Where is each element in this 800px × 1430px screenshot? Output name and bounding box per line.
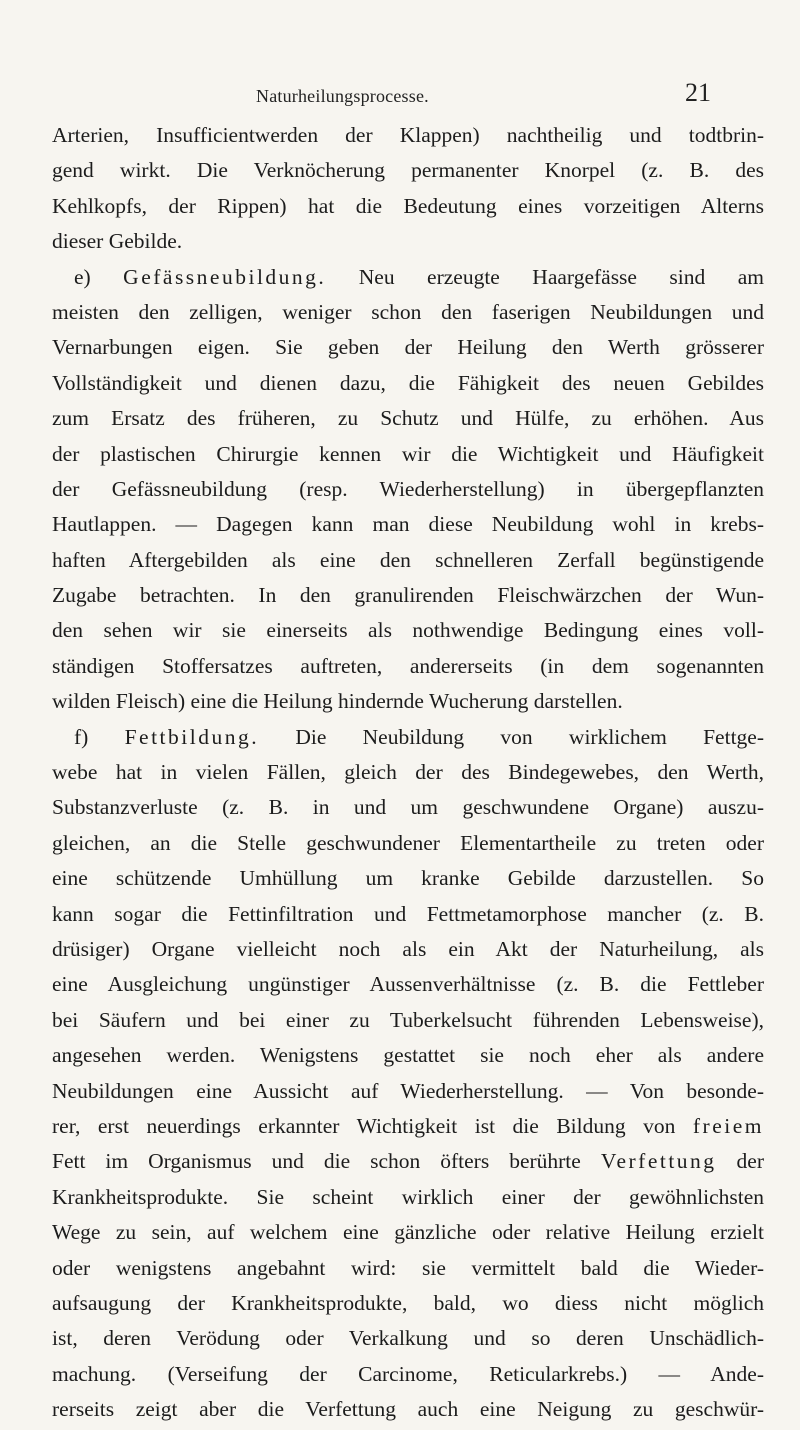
text-line bbox=[52, 897, 764, 932]
text-line bbox=[52, 1215, 764, 1250]
line-text: oder wenigstens angebahnt wird: sie vermittelt bald die Wieder- bbox=[52, 1255, 764, 1280]
line-text: drüsiger) Organe vielleicht noch als ein Akt der Naturheilung, als bbox=[52, 936, 764, 961]
line-text: Vernarbungen eigen. Sie geben der Heilung den Werth grösserer bbox=[52, 335, 764, 360]
text-line bbox=[52, 861, 764, 896]
line-text: Wege zu sein, auf welchem eine gänzliche oder relative Heilung erzielt bbox=[52, 1220, 764, 1245]
text-line bbox=[52, 967, 764, 1002]
text-line bbox=[52, 578, 764, 613]
text-line bbox=[52, 1392, 764, 1427]
text-line bbox=[52, 1251, 764, 1286]
text-line bbox=[52, 330, 764, 365]
section-marker: f) bbox=[74, 724, 125, 749]
text-line bbox=[52, 1003, 764, 1038]
line-text: Neubildungen eine Aussicht auf Wiederherstellung. — Von besonde- bbox=[52, 1078, 764, 1103]
text-line bbox=[52, 720, 764, 755]
text-line bbox=[52, 401, 764, 436]
text-line bbox=[52, 189, 764, 224]
text-line bbox=[52, 1144, 764, 1179]
line-text: eine Ausgleichung ungünstiger Aussenverhältnisse (z. B. die Fettleber bbox=[52, 972, 764, 997]
text-line bbox=[52, 366, 764, 401]
text-line bbox=[52, 543, 764, 578]
text-line bbox=[52, 260, 764, 295]
line-text: eine schützende Umhüllung um kranke Gebilde darzustellen. So bbox=[52, 866, 764, 891]
line-text: haften Aftergebilden als eine den schnelleren Zerfall begünstigende bbox=[52, 547, 764, 572]
text-line bbox=[52, 295, 764, 330]
line-text-tail: der bbox=[716, 1149, 764, 1174]
emphasized-term: freiem bbox=[692, 1113, 764, 1138]
line-text: kann sogar die Fettinfiltration und Fettmetamorphose mancher (z. B. bbox=[52, 901, 764, 926]
line-text: bei Säufern und bei einer zu Tuberkelsucht führenden Lebensweise), bbox=[52, 1007, 764, 1032]
text-line bbox=[52, 1321, 764, 1356]
running-title: Naturheilungsprocesse. bbox=[256, 86, 429, 106]
text-line bbox=[52, 118, 764, 153]
text-line bbox=[52, 224, 764, 259]
line-text: Substanzverluste (z. B. in und um geschwundene Organe) auszu- bbox=[52, 795, 764, 820]
line-text: Zugabe betrachten. In den granulirenden Fleischwärzchen der Wun- bbox=[52, 583, 764, 608]
text-line bbox=[52, 1180, 764, 1215]
line-text: der Gefässneubildung (resp. Wiederherstellung) in übergepflanzten bbox=[52, 476, 764, 501]
line-text: gleichen, an die Stelle geschwundener Elementartheile zu treten oder bbox=[52, 830, 764, 855]
line-text: ständigen Stoffersatzes auftreten, andererseits (in dem sogenannten bbox=[52, 653, 764, 678]
text-line bbox=[52, 1286, 764, 1321]
section-marker: e) bbox=[74, 264, 124, 289]
line-text: aufsaugung der Krankheitsprodukte, bald, wo diess nicht möglich bbox=[52, 1290, 764, 1315]
section-heading: Gefässneubildung. bbox=[123, 264, 327, 289]
line-text: Neu erzeugte Haargefässe sind am bbox=[326, 264, 764, 289]
text-line bbox=[52, 1074, 764, 1109]
line-text: den sehen wir sie einerseits als nothwendige Bedingung eines voll- bbox=[52, 618, 764, 643]
line-text: Kehlkopfs, der Rippen) hat die Bedeutung eines vorzeitigen Alterns bbox=[52, 193, 764, 218]
text-line bbox=[52, 932, 764, 967]
text-line bbox=[52, 153, 764, 188]
line-text: Die Neubildung von wirklichem Fettge- bbox=[259, 724, 764, 749]
line-text: angesehen werden. Wenigstens gestattet sie noch eher als andere bbox=[52, 1043, 764, 1068]
line-text: zum Ersatz des früheren, zu Schutz und Hülfe, zu erhöhen. Aus bbox=[52, 406, 764, 431]
text-line bbox=[52, 826, 764, 861]
line-text: dieser Gebilde. bbox=[52, 229, 183, 254]
line-text: Fett im Organismus und die schon öfters berührte bbox=[52, 1149, 601, 1174]
line-text: wilden Fleisch) eine die Heilung hindernde Wucherung darstellen. bbox=[52, 689, 623, 714]
emphasized-term: Verfettung bbox=[600, 1149, 717, 1174]
line-text: Vollständigkeit und dienen dazu, die Fähigkeit des neuen Gebildes bbox=[52, 370, 764, 395]
line-text: Hautlappen. — Dagegen kann man diese Neubildung wohl in krebs- bbox=[52, 512, 764, 537]
text-line bbox=[52, 1109, 764, 1144]
line-text: webe hat in vielen Fällen, gleich der des Bindegewebes, den Werth, bbox=[52, 760, 764, 785]
text-line bbox=[52, 1038, 764, 1073]
text-line bbox=[52, 1357, 764, 1392]
line-text: rerseits zeigt aber die Verfettung auch eine Neigung zu geschwür- bbox=[52, 1397, 764, 1422]
text-line bbox=[52, 649, 764, 684]
text-line bbox=[52, 472, 764, 507]
page-number: 21 bbox=[685, 78, 711, 107]
text-line bbox=[52, 684, 764, 719]
section-heading: Fettbildung. bbox=[124, 724, 260, 749]
line-text: ist, deren Verödung oder Verkalkung und so deren Unschädlich- bbox=[52, 1326, 764, 1351]
line-text: der plastischen Chirurgie kennen wir die Wichtigkeit und Häufigkeit bbox=[52, 441, 764, 466]
text-line bbox=[52, 613, 764, 648]
line-text: gend wirkt. Die Verknöcherung permanenter Knorpel (z. B. des bbox=[52, 158, 764, 183]
line-text: Krankheitsprodukte. Sie scheint wirklich einer der gewöhnlichsten bbox=[52, 1184, 764, 1209]
line-text: rer, erst neuerdings erkannter Wichtigkeit ist die Bildung von bbox=[52, 1113, 693, 1138]
body-text bbox=[52, 118, 764, 1427]
text-line bbox=[52, 755, 764, 790]
text-line bbox=[52, 437, 764, 472]
line-text: meisten den zelligen, weniger schon den faserigen Neubildungen und bbox=[52, 299, 764, 324]
text-line bbox=[52, 790, 764, 825]
line-text: machung. (Verseifung der Carcinome, Reticularkrebs.) — Ande- bbox=[52, 1361, 764, 1386]
line-text: Arterien, Insufficientwerden der Klappen) nachtheilig und todtbrin- bbox=[52, 123, 764, 147]
text-line bbox=[52, 507, 764, 542]
